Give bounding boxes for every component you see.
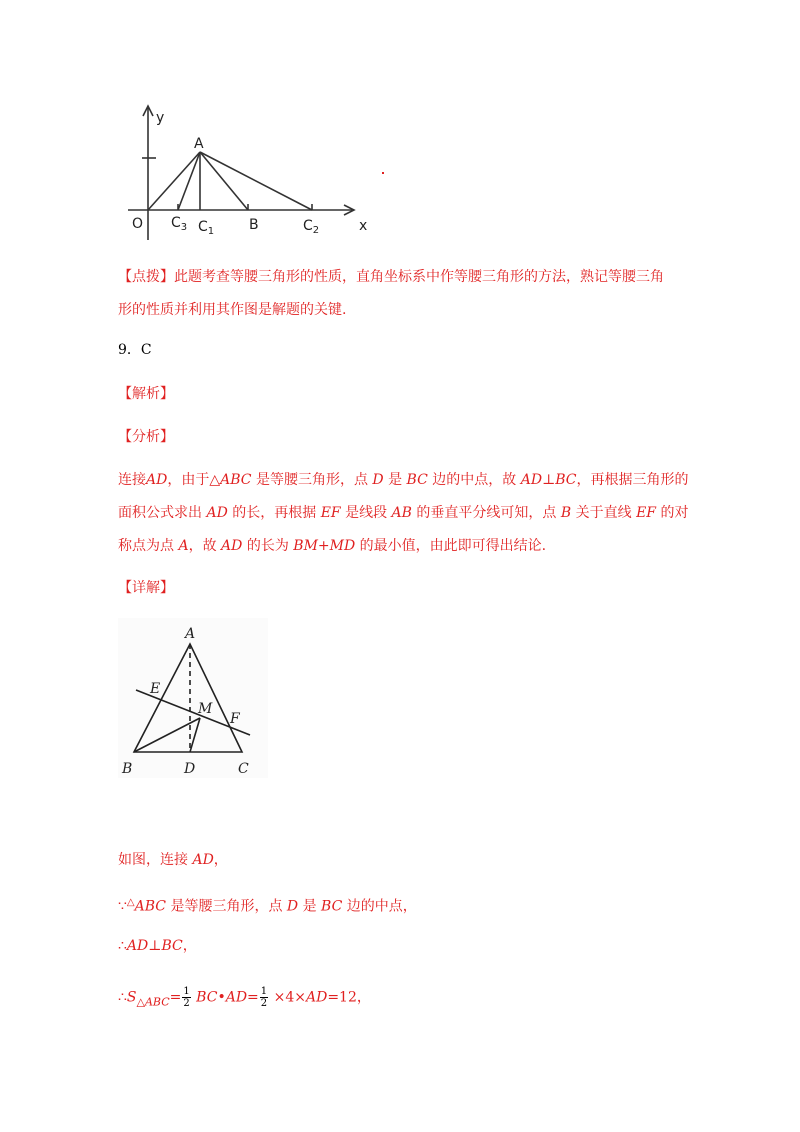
segment-C2A <box>200 152 312 210</box>
fraction-half-1: $\frac{1}{2}$ <box>183 986 190 1009</box>
label-x: x <box>359 218 368 234</box>
solution-line3: ∴AD⊥BC， <box>118 938 197 954</box>
label-y: y <box>156 110 165 126</box>
solution-line2: ∵△ABC 是等腰三角形，点 D 是 BC 边的中点， <box>118 897 417 915</box>
analysis-line3: 称点为点 A，故 AD 的长为 BM+MD 的最小值，由此即可得出结论. <box>118 538 547 554</box>
triangle-figure <box>118 618 268 778</box>
label-A: A <box>185 626 196 642</box>
label-B: B <box>122 761 133 777</box>
label-O: O <box>132 216 144 232</box>
solution-line1: 如图，连接 AD， <box>118 852 228 868</box>
segment-OA <box>148 152 200 210</box>
label-A: A <box>194 136 204 152</box>
answer-line: 9．C <box>118 342 152 358</box>
dianbo-line2: 形的性质并利用其作图是解题的关键. <box>118 302 347 318</box>
section-xiangjie: 【详解】 <box>118 580 174 596</box>
fraction-half-2: $\frac{1}{2}$ <box>260 986 268 1009</box>
segment-BA <box>200 152 248 210</box>
segment-C3A <box>178 152 200 210</box>
section-fenxi: 【分析】 <box>118 429 174 445</box>
dianbo-line1: 【点拨】此题考查等腰三角形的性质，直角坐标系中作等腰三角形的方法，熟记等腰三角 <box>118 269 664 285</box>
label-C1: $C_1$ <box>198 219 215 237</box>
stray-dot <box>382 172 384 174</box>
analysis-line2: 面积公式求出 AD 的长，再根据 EF 是线段 AB 的垂直平分线可知，点 B 关于直线 EF 的对 <box>118 505 689 521</box>
label-C: C <box>238 761 249 777</box>
coordinate-figure <box>118 100 408 240</box>
label-C2: $C_2$ <box>303 218 320 236</box>
label-D: D <box>184 761 196 777</box>
section-jiexi: 【解析】 <box>118 386 174 402</box>
label-C3: $C_3$ <box>171 215 188 233</box>
label-E: E <box>150 681 161 697</box>
analysis-line1: 连接AD，由于△ABC 是等腰三角形，点 D 是 BC 边的中点，故 AD⊥BC，再根据三角形的 <box>118 472 689 488</box>
label-F: F <box>230 711 240 727</box>
solution-line4: $\therefore S_{\triangle ABC}=$ $\frac{1}{2}$ BC•AD= $\frac{1}{2}$ ×4×AD=12， <box>118 986 371 1009</box>
label-M: M <box>198 701 213 717</box>
label-B: B <box>249 217 259 233</box>
